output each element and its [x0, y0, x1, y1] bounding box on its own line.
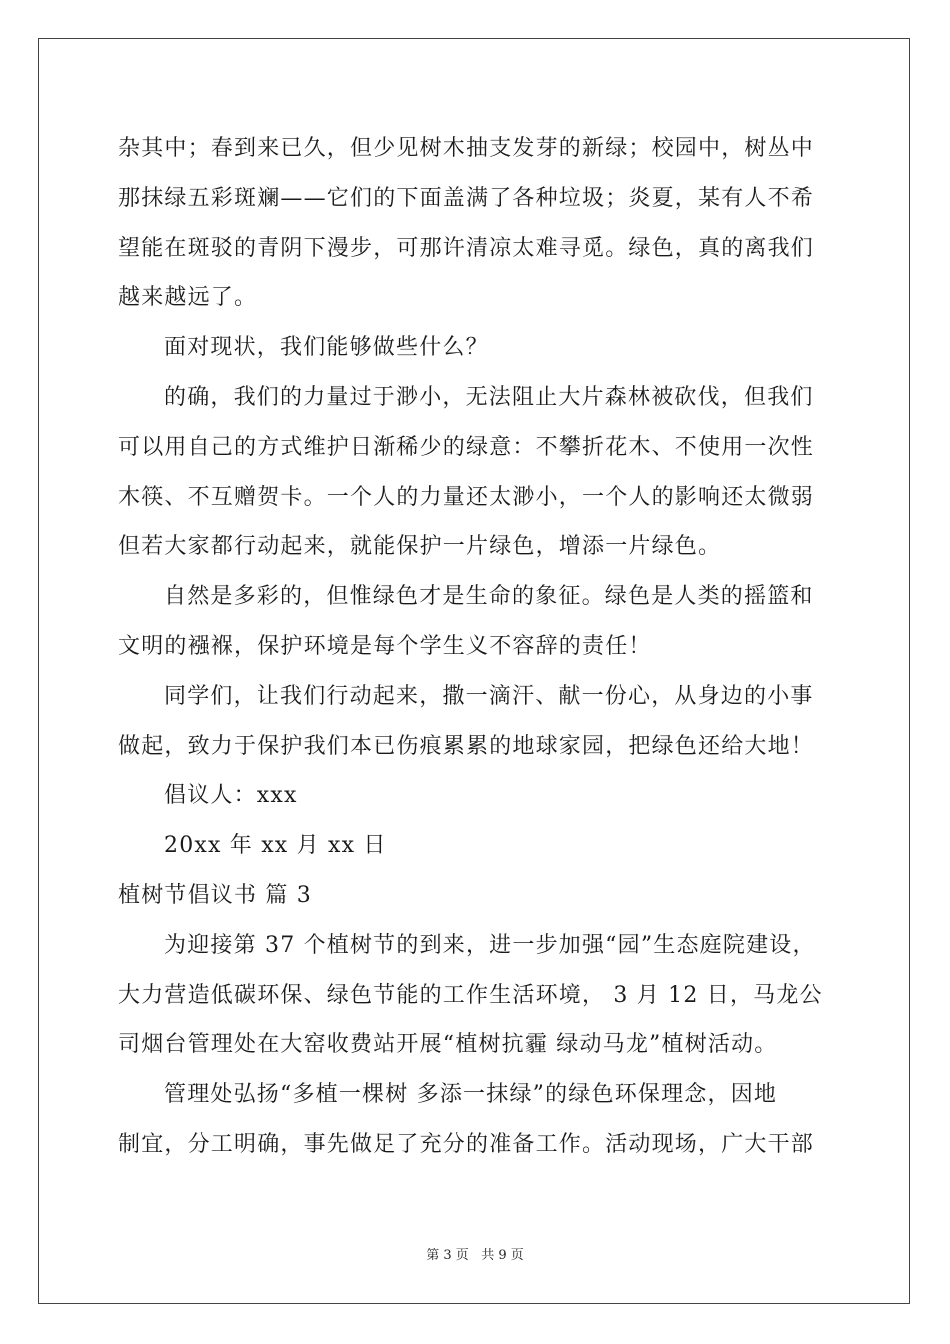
text-line: 但若大家都行动起来，就能保护一片绿色，增添一片绿色。 [118, 534, 722, 560]
text-line: 木筷、不互赠贺卡。一个人的力量还太渺小，一个人的影响还太微弱 [118, 484, 815, 510]
text-line: 自然是多彩的，但惟绿色才是生命的象征。绿色是人类的摇篮和 [164, 584, 814, 610]
text-line: 大力营造低碳环保、绿色节能的工作生活环境， 3 月 12 日，马龙公 [118, 982, 823, 1008]
page-number: 第 3 页 共 9 页 [426, 1248, 524, 1263]
text-line: 文明的襁褓，保护环境是每个学生义不容辞的责任！ [118, 633, 652, 659]
signature-line: 倡议人：xxx [164, 783, 298, 809]
text-line: 司烟台管理处在大窑收费站开展“植树抗霾 绿动马龙”植树活动。 [118, 1032, 778, 1058]
page-footer [0, 1244, 950, 1263]
text-line: 望能在斑驳的青阴下漫步，可那许清凉太难寻觅。绿色，真的离我们 [118, 235, 815, 261]
text-line: 制宜，分工明确，事先做足了充分的准备工作。活动现场，广大干部 [118, 1131, 815, 1157]
text-line: 那抹绿五彩斑斓——它们的下面盖满了各种垃圾；炎夏，某有人不希 [118, 185, 815, 211]
text-line: 面对现状，我们能够做些什么？ [164, 335, 489, 361]
text-line: 做起，致力于保护我们本已伤痕累累的地球家园，把绿色还给大地！ [118, 733, 815, 759]
text-line: 的确，我们的力量过于渺小，无法阻止大片森林被砍伐，但我们 [164, 384, 814, 410]
text-line: 管理处弘扬“多植一棵树 多添一抹绿”的绿色环保理念，因地 [164, 1082, 778, 1108]
text-line: 同学们，让我们行动起来，撒一滴汗、献一份心，从身边的小事 [164, 683, 814, 709]
text-line: 杂其中；春到来已久，但少见树木抽支发芽的新绿；校园中，树丛中 [118, 136, 815, 161]
document-body [118, 124, 834, 1170]
section-heading: 植树节倡议书 篇 3 [118, 882, 312, 908]
date-line: 20xx 年 xx 月 xx 日 [164, 833, 387, 859]
text-line: 越来越远了。 [118, 285, 258, 311]
text-line: 可以用自己的方式维护日渐稀少的绿意：不攀折花木、不使用一次性 [118, 434, 815, 460]
text-line: 为迎接第 37 个植树节的到来，进一步加强“园”生态庭院建设， [164, 932, 816, 958]
